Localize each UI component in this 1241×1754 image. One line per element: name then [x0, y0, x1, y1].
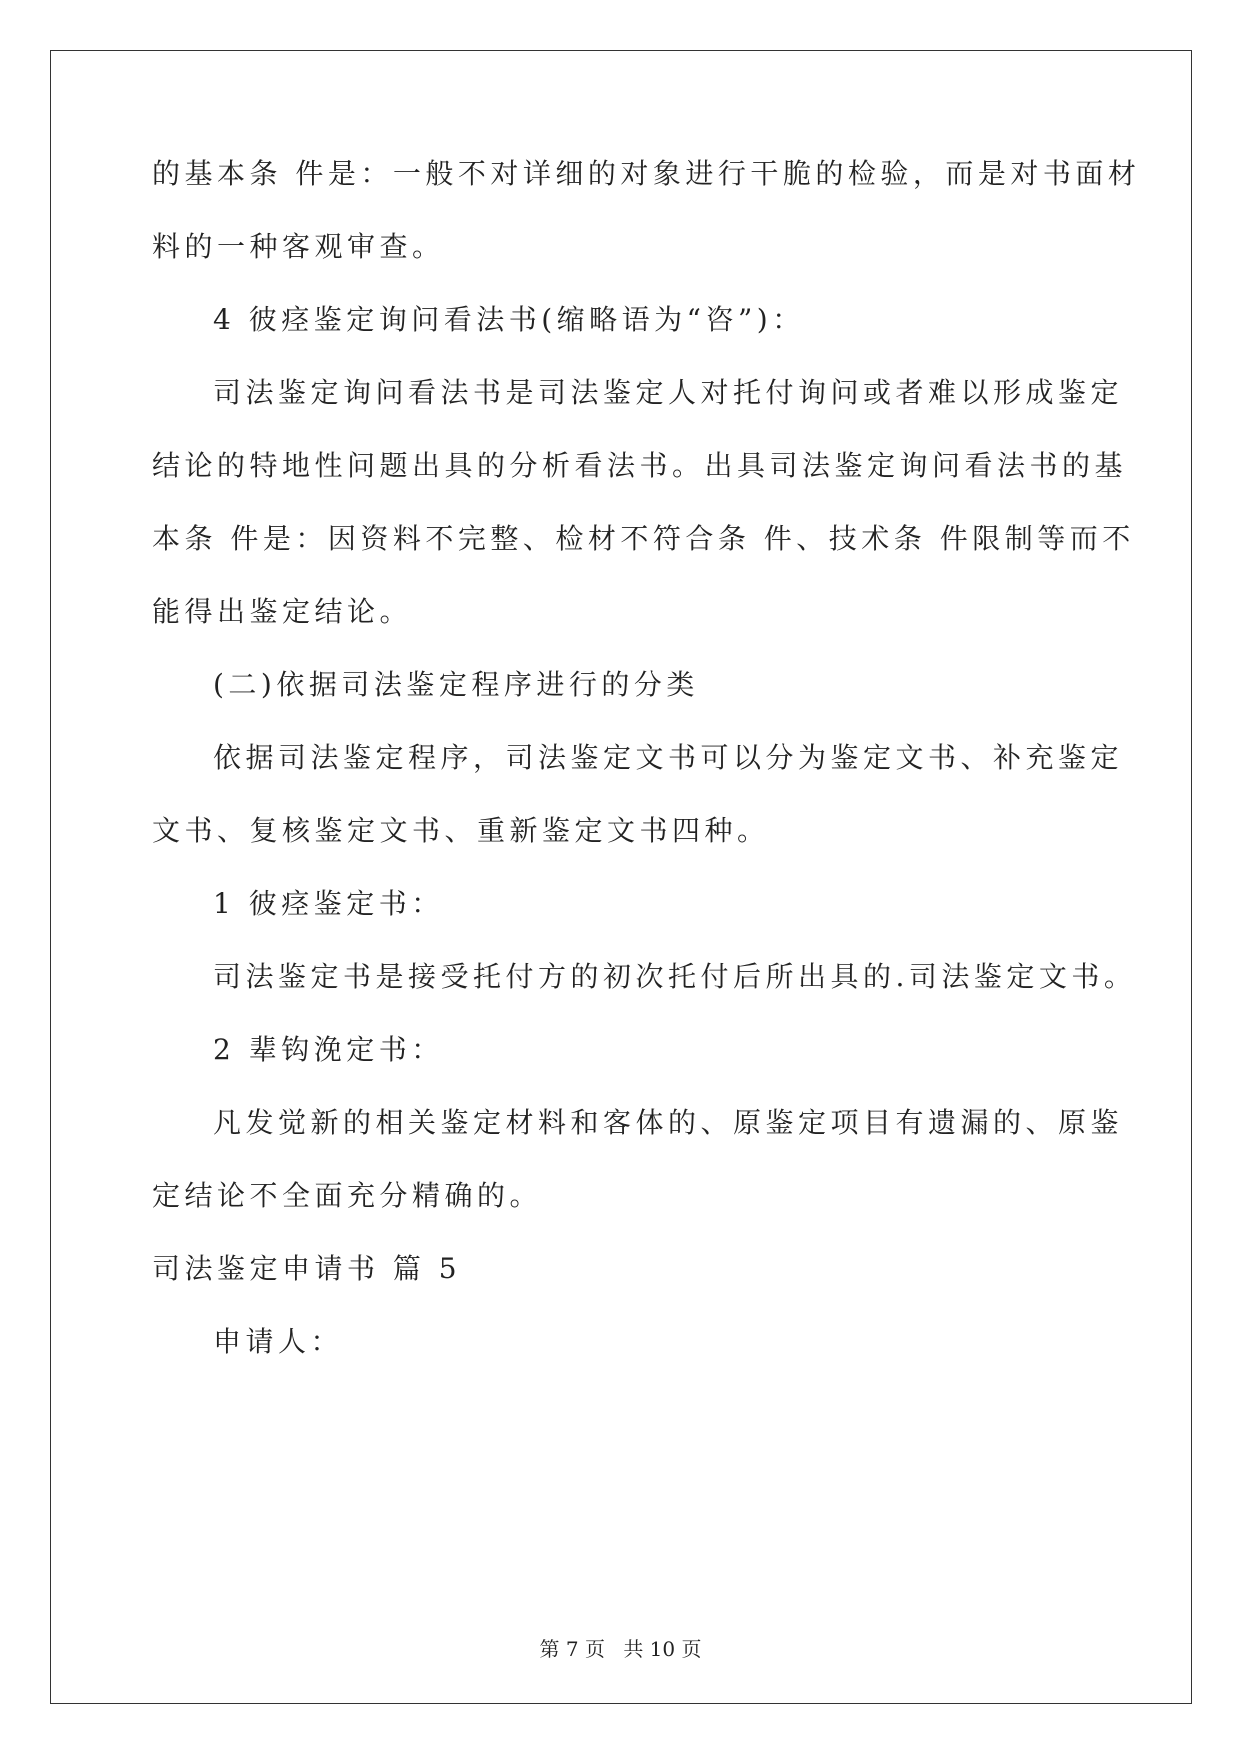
paragraph-line: 司法鉴定书是接受托付方的初次托付后所出具的.司法鉴定文书。 [213, 960, 1137, 993]
section-heading: 1 彼痉鉴定书： [213, 887, 444, 920]
paragraph-line: 文书、复核鉴定文书、重新鉴定文书四种。 [152, 814, 770, 847]
paragraph-line: 的基本条 件是：一般不对详细的对象进行干脆的检验，而是对书面材 [152, 157, 1141, 190]
paragraph-line: 料的一种客观审查。 [152, 230, 445, 263]
paragraph-line: 本条 件是：因资料不完整、检材不符合条 件、技术条 件限制等而不 [152, 522, 1135, 555]
section-heading: 4 彼痉鉴定询问看法书(缩略语为“咨”)： [213, 303, 805, 336]
section-heading: 2 辈钩浼定书： [213, 1033, 444, 1066]
paragraph-line: 依据司法鉴定程序，司法鉴定文书可以分为鉴定文书、补充鉴定 [213, 741, 1124, 774]
document-title: 司法鉴定申请书 篇 5 [152, 1252, 462, 1285]
section-heading: (二)依据司法鉴定程序进行的分类 [213, 668, 699, 701]
page-total: 共 10 页 [623, 1637, 702, 1661]
paragraph-line: 凡发觉新的相关鉴定材料和客体的、原鉴定项目有遗漏的、原鉴 [213, 1106, 1124, 1139]
paragraph-line: 申请人： [213, 1325, 344, 1358]
paragraph-line: 司法鉴定询问看法书是司法鉴定人对托付询问或者难以形成鉴定 [213, 376, 1124, 409]
page-number: 第 7 页 [539, 1637, 605, 1661]
paragraph-line: 能得出鉴定结论。 [152, 595, 413, 628]
page-footer [0, 1633, 1241, 1662]
paragraph-line: 定结论不全面充分精确的。 [152, 1179, 543, 1212]
paragraph-line: 结论的特地性问题出具的分析看法书。出具司法鉴定询问看法书的基 [152, 449, 1128, 482]
